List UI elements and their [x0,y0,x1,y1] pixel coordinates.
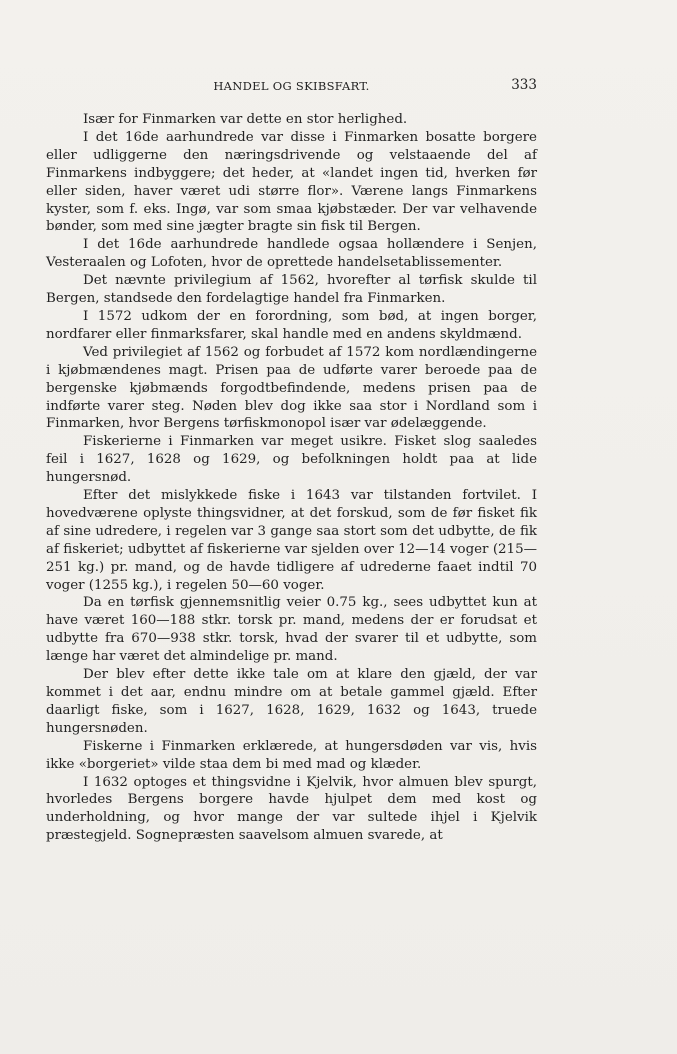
paragraph: Især for Finmarken var dette en stor herlighed. [83,112,408,127]
paragraph: I det 16de aarhundrede handlede ogsaa hollændere i Senjen, Vesteraalen og Lofoten, hvor de oprettede handelsetablissementer. [46,237,537,271]
paragraph: I 1572 udkom der en forordning, som bød, at ingen borger, nordfarer eller finmarksfarer, skal handle med en andens skyldmænd. [46,308,537,342]
paragraph: I det 16de aarhundrede var disse i Finmarken bosatte borgere eller udliggerne den næringsdrivende og velstaaende del af Finmarkens indbyggere; det heder, at «landet ingen tid, hverken før eller siden, haver været udi større flor». Værene langs Finmarkens kyster, som f. eks. Ingø, var som smaa kjøbstæder. Der var velhavende bønder, som med sine jægter bragte sin fisk til Bergen. [46,129,537,235]
paragraph: I 1632 optoges et thingsvidne i Kjelvik, hvor almuen blev spurgt, hvorledes Bergens borgere havde hjulpet dem med kost og underholdning, og hvor mange der var sultede ihjel i Kjelvik præstegjeld. Sognepræsten saavelsom almuen svarede, at [46,774,537,844]
page-number: 333 [511,77,537,93]
paragraph: Ved privilegiet af 1562 og forbudet af 1572 kom nordlændingerne i kjøbmændenes magt. Prisen paa de udførte varer beroede paa de bergenske kjøbmænds forgodtbefindende, medens prisen paa de indførte varer steg. Nøden blev dog ikke saa stor i Nordland som i Finmarken, hvor Bergens tørfiskmonopol især var ødelæggende. [46,344,537,432]
body-text [46,111,537,845]
paragraph: Der blev efter dette ikke tale om at klare den gjæld, der var kommet i det aar, endnu mindre om at betale gammel gjæld. Efter daarligt fiske, som i 1627, 1628, 1629, 1632 og 1643, truede hungersnøden. [46,667,537,736]
paragraph: Fiskerne i Finmarken erklærede, at hungersdøden var vis, hvis ikke «borgeriet» vilde staa dem bi med mad og klæder. [46,738,537,772]
page-header [46,76,537,96]
paragraph: Fiskerierne i Finmarken var meget usikre. Fisket slog saaledes feil i 1627, 1628 og 1629, og befolkningen holdt paa at lide hungersnød. [46,434,537,486]
paragraph: Da en tørfisk gjennemsnitlig veier 0.75 kg., sees udbyttet kun at have været 160—188 stkr. torsk pr. mand, medens der er forudsat et udbytte fra 670—938 stkr. torsk, hvad der svarer til et udbytte, som længe har været det almindelige pr. mand. [46,595,537,665]
paragraph: Efter det mislykkede fiske i 1643 var tilstanden fortvilet. I hovedværene oplyste thingsvidner, at det forskud, som de før fisket fik af sine udredere, i regelen var 3 gange saa stort som det udbytte, de fik af fiskeriet; udbyttet af fiskerierne var sjelden over 12—14 voger (215—251 kg.) pr. mand, og de havde tidligere af udrederne faaet indtil 70 voger (1255 kg.), i regelen 50—60 voger. [46,488,537,593]
paragraph: Det nævnte privilegium af 1562, hvorefter al tørfisk skulde til Bergen, standsede den fordelagtige handel fra Finmarken. [46,273,537,307]
running-title: HANDEL OG SKIBSFART. [213,79,370,93]
